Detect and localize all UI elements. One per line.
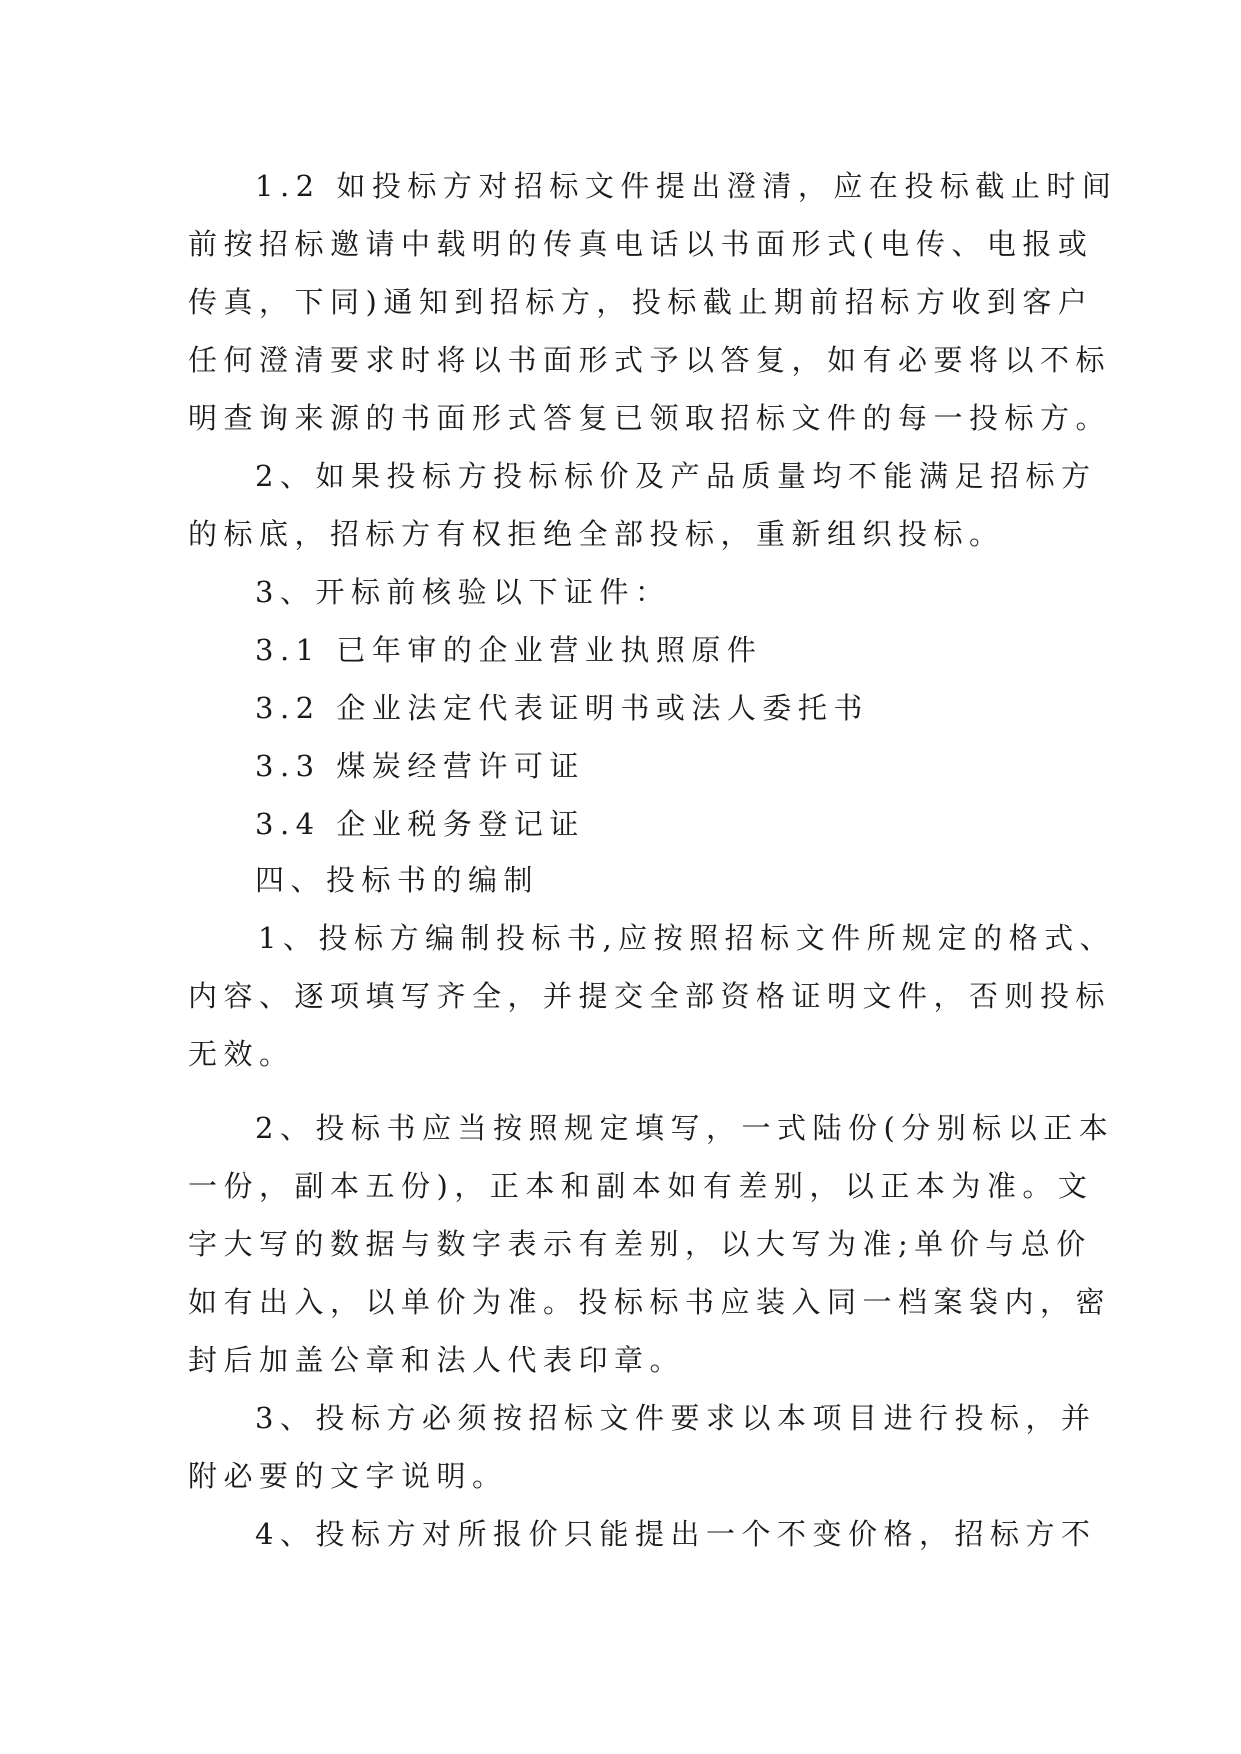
text-line: 内容、逐项填写齐全，并提交全部资格证明文件，否则投标 xyxy=(188,979,1112,1013)
text-line: 一份，副本五份)，正本和副本如有差别，以正本为准。文 xyxy=(188,1169,1094,1203)
section-heading: 四、投标书的编制 xyxy=(255,863,540,897)
text-line: 2、如果投标方投标标价及产品质量均不能满足招标方 xyxy=(255,459,1097,493)
text-line: 3、投标方必须按招标文件要求以本项目进行投标，并 xyxy=(255,1401,1097,1435)
text-line: 的标底，招标方有权拒绝全部投标，重新组织投标。 xyxy=(188,517,1005,551)
text-line: 任何澄清要求时将以书面形式予以答复，如有必要将以不标 xyxy=(188,343,1112,377)
text-line: 明查询来源的书面形式答复已领取招标文件的每一投标方。 xyxy=(188,401,1112,435)
text-line: 如有出入，以单价为准。投标标书应装入同一档案袋内，密 xyxy=(188,1285,1112,1319)
text-line: 1.2 如投标方对招标文件提出澄清，应在投标截止时间 xyxy=(255,169,1118,203)
text-line: 3.1 已年审的企业营业执照原件 xyxy=(255,633,763,667)
text-line: 4、投标方对所报价只能提出一个不变价格，招标方不 xyxy=(255,1517,1097,1551)
text-line: 前按招标邀请中载明的传真电话以书面形式(电传、电报或 xyxy=(188,227,1094,261)
text-line: 3、开标前核验以下证件： xyxy=(255,575,671,609)
text-line: 附必要的文字说明。 xyxy=(188,1459,508,1493)
text-line: 2、投标书应当按照规定填写，一式陆份(分别标以正本 xyxy=(255,1111,1115,1145)
text-line: 3.2 企业法定代表证明书或法人委托书 xyxy=(255,691,869,725)
text-line: 3.3 煤炭经营许可证 xyxy=(255,749,585,783)
text-line: 字大写的数据与数字表示有差别，以大写为准;单价与总价 xyxy=(188,1227,1092,1261)
text-line: 1、投标方编制投标书,应按照招标文件所规定的格式、 xyxy=(258,921,1116,955)
text-line: 封后加盖公章和法人代表印章。 xyxy=(188,1343,686,1377)
text-line: 3.4 企业税务登记证 xyxy=(255,807,585,841)
text-line: 传真，下同)通知到招标方，投标截止期前招标方收到客户 xyxy=(188,285,1094,319)
text-line: 无效。 xyxy=(188,1037,295,1071)
